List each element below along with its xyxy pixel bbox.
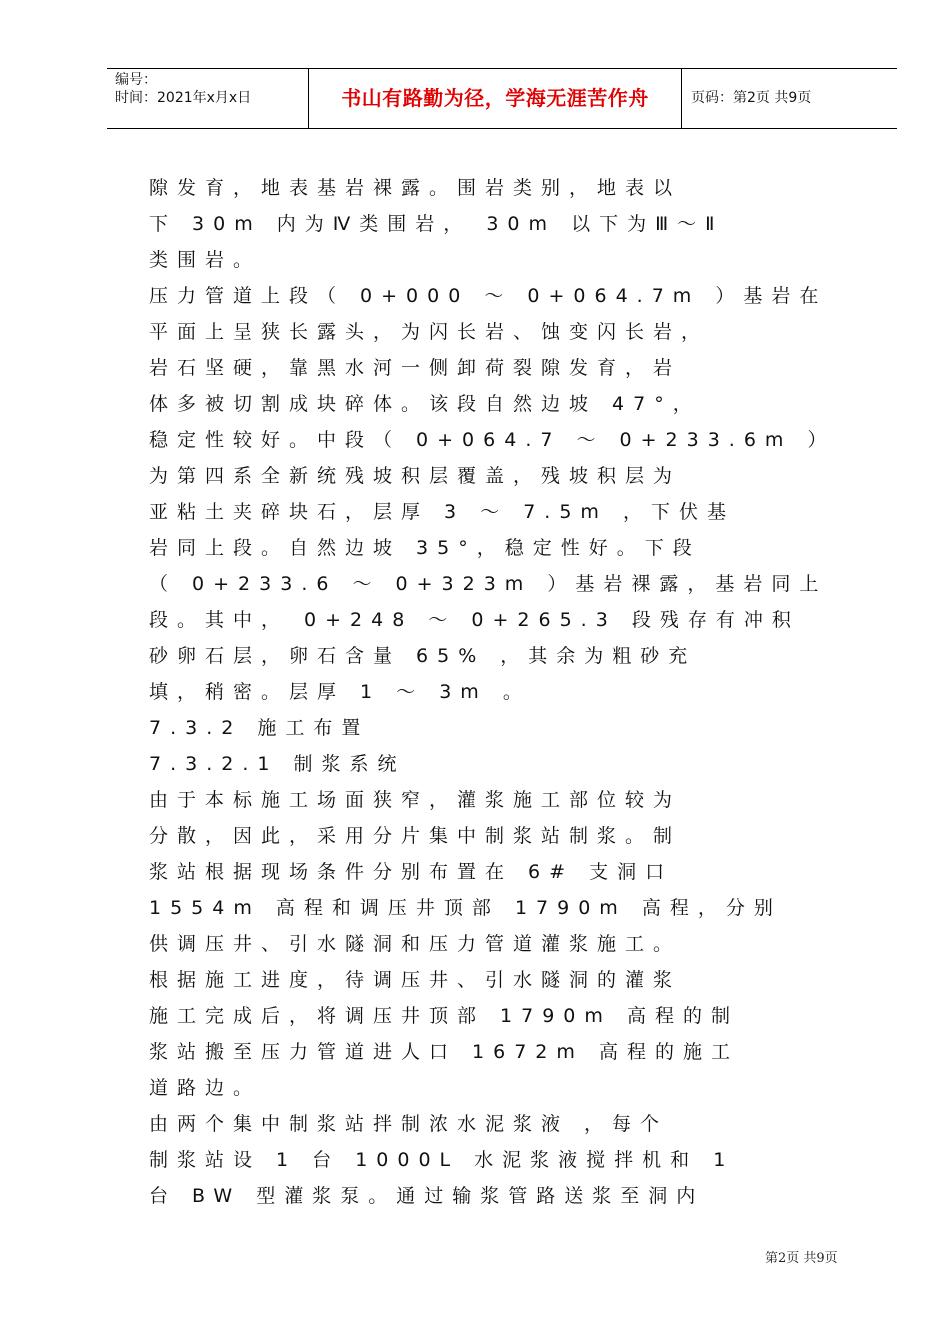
body-line: 为第四系全新统残坡积层覆盖，残坡积层为 <box>149 465 682 487</box>
subsection-heading: 7.3.2.1 制浆系统 <box>149 753 406 775</box>
body-line: 隙发育，地表基岩裸露。围岩类别，地表以 <box>149 177 682 199</box>
body-line: 根据施工进度，待调压井、引水隧洞的灌浆 <box>149 969 682 991</box>
body-line: 供调压井、引水隧洞和压力管道灌浆施工。 <box>149 933 682 955</box>
body-line: 亚粘土夹碎块石，层厚 3 ～ 7.5m ，下伏基 <box>149 501 735 523</box>
body-line: 平面上呈狭长露头，为闪长岩、蚀变闪长岩， <box>149 321 710 343</box>
body-line: 道路边。 <box>149 1077 262 1099</box>
body-line: 段。其中， 0+248 ～ 0+265.3 段残存有冲积 <box>149 609 800 631</box>
page-footer: 第2页 共9页 <box>765 1251 838 1266</box>
body-line: 1554m 高程和调压井顶部 1790m 高程，分别 <box>149 897 782 919</box>
body-line: 浆站搬至压力管道进人口 1672m 高程的施工 <box>149 1041 739 1063</box>
body-line: 台 BW 型灌浆泵。通过输浆管路送浆至洞内 <box>149 1185 705 1207</box>
header-page-number: 页码：第2页 共9页 <box>691 90 812 106</box>
body-line: 压力管道上段（ 0+000 ～ 0+064.7m ）基岩在 <box>149 285 828 307</box>
page-header <box>107 68 897 129</box>
body-line: （ 0+233.6 ～ 0+323m ）基岩裸露，基岩同上 <box>149 573 828 595</box>
body-line: 砂卵石层，卵石含量 65% ，其余为粗砂充 <box>149 645 697 667</box>
section-heading: 7.3.2 施工布置 <box>149 717 370 739</box>
body-line: 施工完成后，将调压井顶部 1790m 高程的制 <box>149 1005 739 1027</box>
doc-number-label: 编号： <box>115 72 157 88</box>
doc-time-label: 时间：2021年x月x日 <box>115 90 252 106</box>
body-line: 岩石坚硬，靠黑水河一侧卸荷裂隙发育，岩 <box>149 357 682 379</box>
header-divider-right <box>681 69 682 128</box>
body-line: 填，稍密。层厚 1 ～ 3m 。 <box>149 681 531 703</box>
document-body <box>149 170 889 1214</box>
body-line: 浆站根据现场条件分别布置在 6# 支洞口 <box>149 861 674 883</box>
body-line: 类围岩。 <box>149 249 262 271</box>
body-line: 下 30m 内为Ⅳ类围岩， 30m 以下为Ⅲ～Ⅱ <box>149 213 724 235</box>
body-line: 稳定性较好。中段（ 0+064.7 ～ 0+233.6m ） <box>149 429 836 451</box>
header-motto: 书山有路勤为径，学海无涯苦作舟 <box>341 86 649 110</box>
body-line: 由于本标施工场面狭窄，灌浆施工部位较为 <box>149 789 682 811</box>
header-meta <box>115 71 315 107</box>
body-line: 分散，因此，采用分片集中制浆站制浆。制 <box>149 825 682 847</box>
body-line: 由两个集中制浆站拌制浓水泥浆液 ，每个 <box>149 1113 669 1135</box>
body-line: 体多被切割成块碎体。该段自然边坡 47°， <box>149 393 701 415</box>
body-line: 岩同上段。自然边坡 35°，稳定性好。下段 <box>149 537 701 559</box>
body-line: 制浆站设 1 台 1000L 水泥浆液搅拌机和 1 <box>149 1149 735 1171</box>
